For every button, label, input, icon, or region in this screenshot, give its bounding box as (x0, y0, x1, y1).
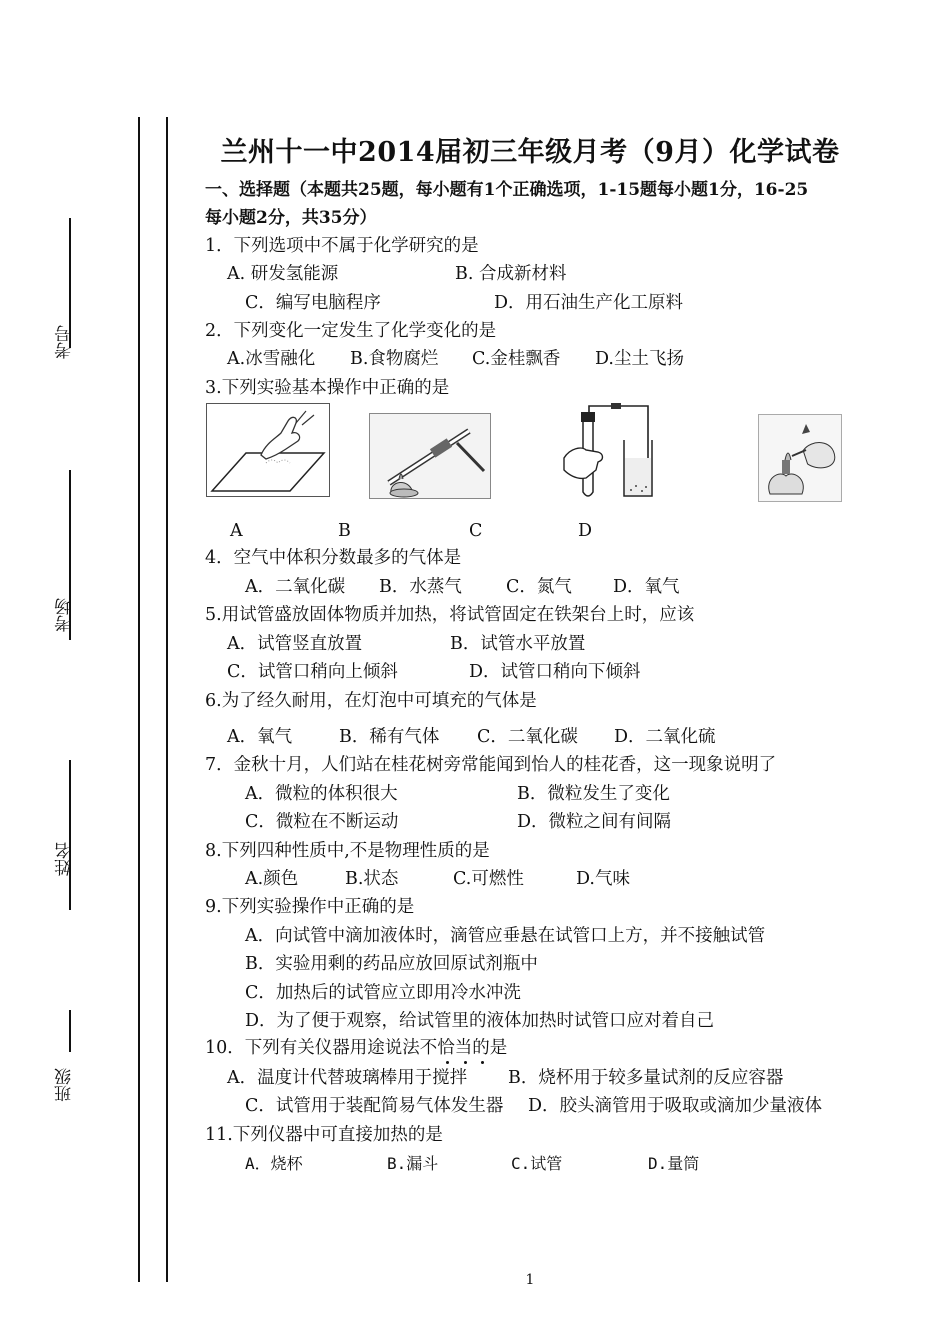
q2-option-c: C.金桂飘香 (472, 349, 561, 369)
q10-option-d: D．胶头滴管用于吸取或滴加少量液体 (528, 1096, 823, 1116)
q9-stem: 9.下列实验操作中正确的是 (205, 897, 415, 917)
q10-option-c: C．试管用于装配简易气体发生器 (245, 1096, 504, 1116)
q6-option-a: A．氧气 (227, 727, 293, 747)
q4-stem: 4．空气中体积分数最多的气体是 (205, 548, 462, 568)
q3-label-a: A (230, 521, 243, 541)
q1-option-b: B. 合成新材料 (455, 264, 567, 284)
emphasis-dot-3 (481, 1061, 484, 1064)
q8-option-a: A.颜色 (245, 869, 299, 889)
q5-option-c: C．试管口稍向上倾斜 (227, 662, 398, 682)
q7-option-c: C．微粒在不断运动 (245, 812, 399, 832)
q10-stem: 10．下列有关仪器用途说法不恰当的是 (205, 1038, 508, 1058)
q3-image-d (758, 414, 842, 502)
q7-option-d: D．微粒之间有间隔 (517, 812, 672, 832)
q3-image-b (369, 413, 491, 499)
q1-option-c: C．编写电脑程序 (245, 293, 381, 313)
q4-option-a: A．二氧化碳 (245, 577, 346, 597)
q3-stem: 3.下列实验基本操作中正确的是 (205, 378, 450, 398)
side-label-xingming: 姓名 (55, 842, 75, 876)
q9-option-d: D．为了便于观察，给试管里的液体加热时试管口应对着自己 (245, 1011, 715, 1031)
q1-option-d: D．用石油生产化工原料 (494, 293, 684, 313)
q4-option-d: D．氧气 (613, 577, 680, 597)
q4-option-b: B．水蒸气 (379, 577, 462, 597)
q3-label-c: C (469, 521, 483, 541)
q6-option-d: D．二氧化硫 (614, 727, 716, 747)
emphasis-dot-1 (446, 1061, 449, 1064)
q7-stem: 7．金秋十月，人们站在桂花树旁常能闻到怡人的桂花香，这一现象说明了 (205, 755, 777, 775)
q11-stem: 11.下列仪器中可直接加热的是 (205, 1125, 443, 1145)
q11-option-c: C.试管 (511, 1154, 563, 1173)
emphasis-dot-2 (464, 1061, 467, 1064)
banji-underline (69, 1010, 71, 1052)
q9-option-b: B．实验用剩的药品应放回原试剂瓶中 (245, 954, 538, 974)
q1-option-a: A. 研发氢能源 (227, 264, 339, 284)
q2-option-d: D.尘土飞扬 (595, 349, 684, 369)
side-label-kaochang: 考场 (55, 598, 75, 632)
side-label-kaohao: 考号 (55, 325, 75, 359)
side-label-banji: 班级 (55, 1068, 75, 1102)
q9-option-a: A．向试管中滴加液体时，滴管应垂悬在试管口上方，并不接触试管 (245, 926, 766, 946)
q8-option-d: D.气味 (576, 869, 630, 889)
q4-option-c: C．氮气 (506, 577, 572, 597)
q3-image-a (206, 403, 330, 497)
q6-option-c: C．二氧化碳 (477, 727, 578, 747)
q2-option-a: A.冰雪融化 (227, 349, 316, 369)
q10-option-b: B．烧杯用于较多量试剂的反应容器 (508, 1068, 784, 1088)
q8-option-c: C.可燃性 (453, 869, 524, 889)
q10-option-a: A．温度计代替玻璃棒用于搅拌 (227, 1068, 468, 1088)
q5-stem: 5.用试管盛放固体物质并加热，将试管固定在铁架台上时，应该 (205, 605, 695, 625)
q3-label-d: D (578, 521, 593, 541)
q6-stem: 6.为了经久耐用，在灯泡中可填充的气体是 (205, 691, 537, 711)
q11-option-a: A．烧杯 (245, 1154, 303, 1173)
q3-image-c (556, 400, 656, 504)
q11-option-b: B.漏斗 (387, 1154, 439, 1173)
margin-line-inner (166, 117, 168, 1282)
q5-option-b: B．试管水平放置 (450, 634, 586, 654)
q8-option-b: B.状态 (345, 869, 399, 889)
q11-option-d: D.量筒 (648, 1154, 700, 1173)
q7-option-b: B．微粒发生了变化 (517, 784, 670, 804)
section-header-line1: 一、选择题（本题共25题，每小题有1个正确选项，1-15题每小题1分，16-25 (205, 180, 809, 200)
q7-option-a: A．微粒的体积很大 (245, 784, 398, 804)
margin-line-outer (138, 117, 140, 1282)
q1-stem: 1．下列选项中不属于化学研究的是 (205, 236, 479, 256)
q2-stem: 2．下列变化一定发生了化学变化的是 (205, 321, 497, 341)
q9-option-c: C．加热后的试管应立即用冷水冲洗 (245, 983, 521, 1003)
section-header-line2: 每小题2分，共35分） (205, 208, 377, 228)
q6-option-b: B．稀有气体 (339, 727, 440, 747)
exam-title: 兰州十一中2014届初三年级月考（9月）化学试卷 (220, 137, 840, 168)
q5-option-d: D．试管口稍向下倾斜 (469, 662, 641, 682)
q2-option-b: B.食物腐烂 (350, 349, 439, 369)
page-number: 1 (525, 1272, 535, 1288)
xingming-underline (69, 760, 71, 910)
q8-stem: 8.下列四种性质中,不是物理性质的是 (205, 841, 490, 861)
q5-option-a: A．试管竖直放置 (227, 634, 363, 654)
q3-label-b: B (338, 521, 351, 541)
